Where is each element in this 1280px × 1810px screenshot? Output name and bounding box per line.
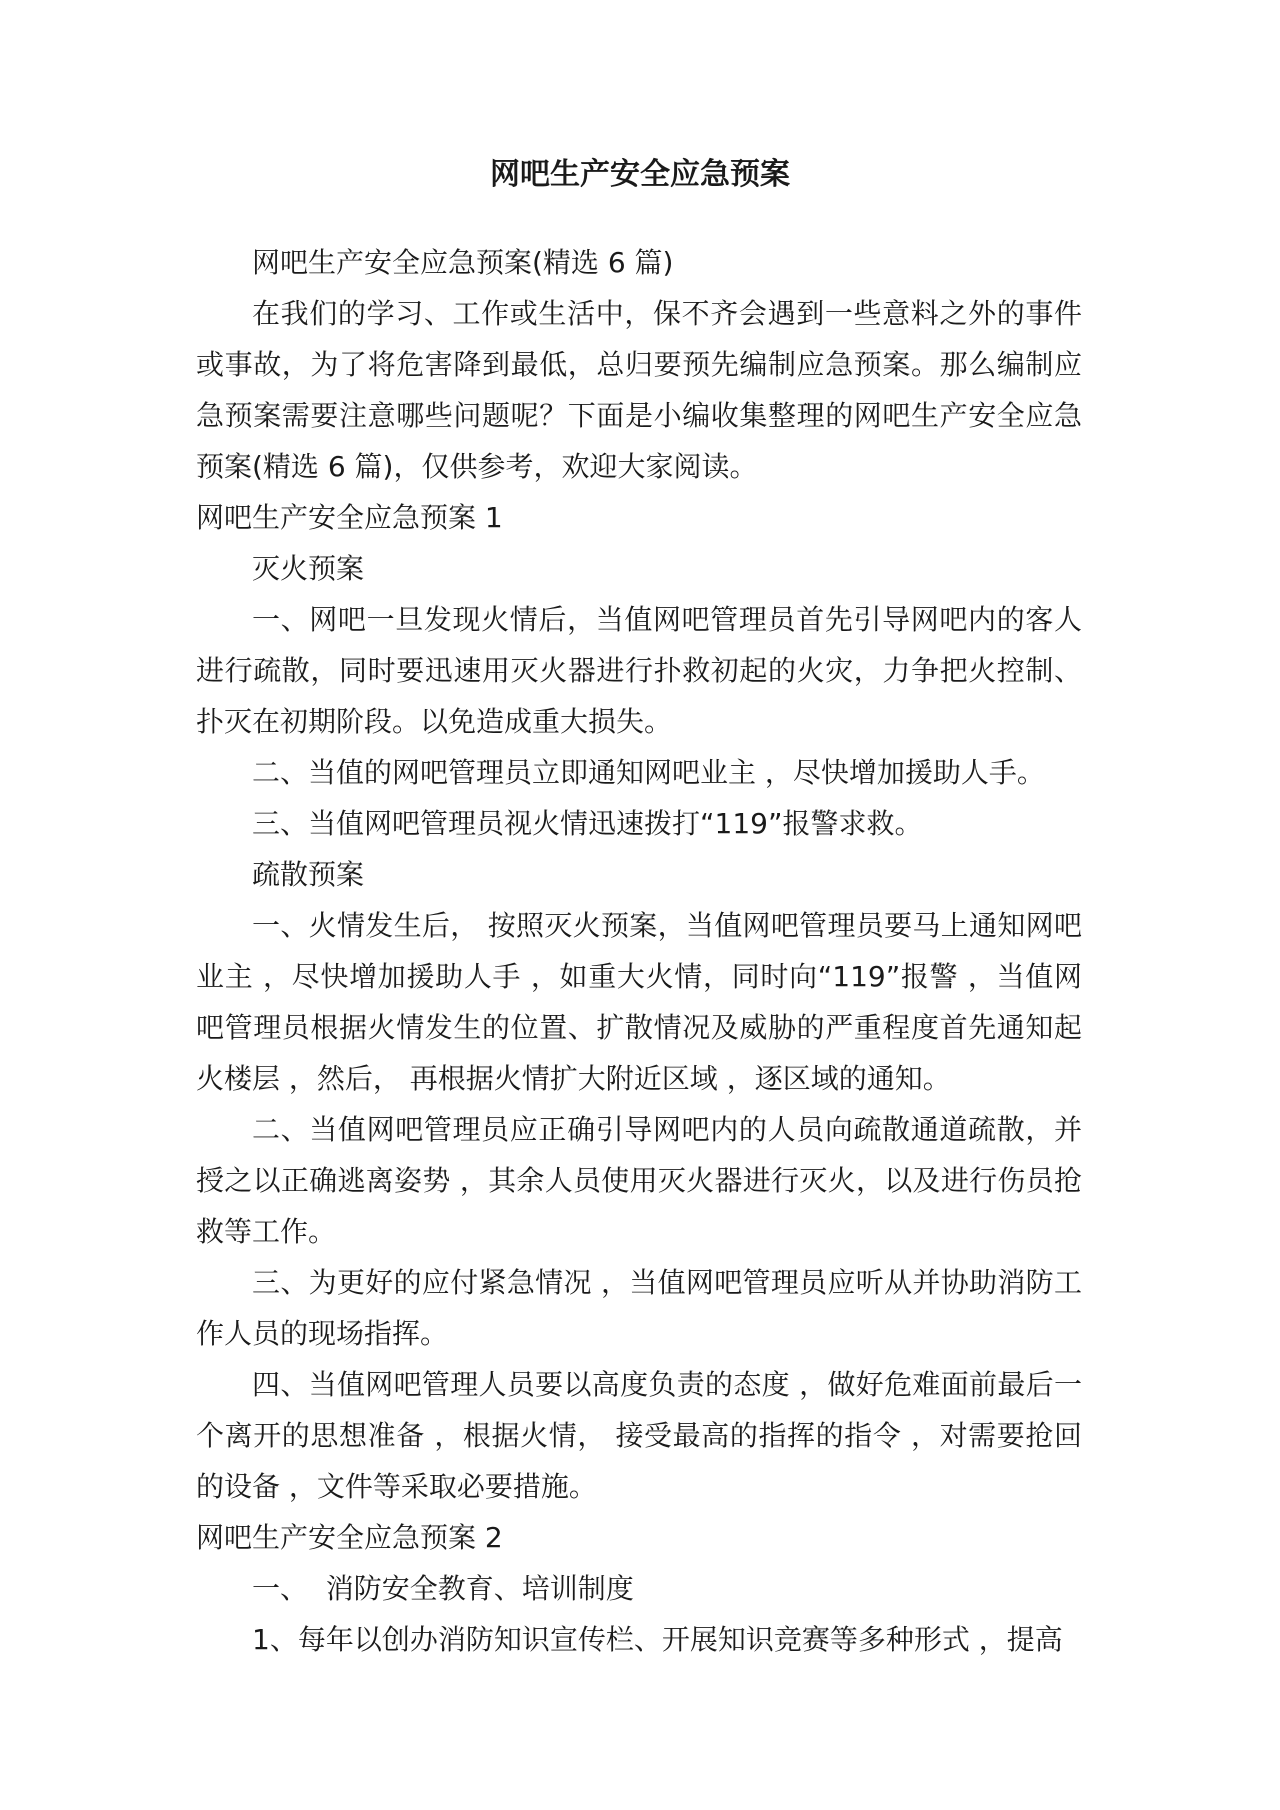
document-title: 网吧生产安全应急预案 <box>490 157 790 192</box>
evac-plan-heading: 疏散预案 <box>252 858 365 891</box>
fire-plan-item-2: 二、当值的网吧管理员立即通知网吧业主 ，尽快增加援助人手。 <box>252 756 1045 789</box>
section2-item-1: 1、每年以创办消防知识宣传栏、开展知识竞赛等多种形式 ，提高 <box>252 1623 1063 1656</box>
evac-plan-item-3: 三、为更好的应付紧急情况 ，当值网吧管理员应听从并协助消防工作人员的现场指挥。 <box>196 1266 1082 1350</box>
fire-plan-heading: 灭火预案 <box>252 552 365 585</box>
fire-plan-item-3: 三、当值网吧管理员视火情迅速拨打“119”报警求救。 <box>252 807 923 840</box>
intro-paragraph: 在我们的学习、工作或生活中，保不齐会遇到一些意料之外的事件或事故，为了将危害降到最低，总归要预先编制应急预案。那么编制应急预案需要注意哪些问题呢？下面是小编收集整理的网吧生产安全应急预案(精选 6 篇)，仅供参考，欢迎大家阅读。 <box>196 297 1082 483</box>
document-body <box>196 237 1082 1665</box>
evac-plan-item-4: 四、当值网吧管理人员要以高度负责的态度 ，做好危难面前最后一个离开的思想准备 ，根据火情， 接受最高的指挥的指令 ，对需要抢回的设备 ，文件等采取必要措施。 <box>196 1368 1082 1503</box>
document-subtitle: 网吧生产安全应急预案(精选 6 篇) <box>252 246 674 279</box>
section-heading-2: 网吧生产安全应急预案 2 <box>196 1521 503 1554</box>
fire-plan-item-1: 一、网吧一旦发现火情后，当值网吧管理员首先引导网吧内的客人进行疏散，同时要迅速用灭火器进行扑救初起的火灾，力争把火控制、扑灭在初期阶段。以免造成重大损失。 <box>196 603 1082 738</box>
evac-plan-item-2: 二、当值网吧管理员应正确引导网吧内的人员向疏散通道疏散，并授之以正确逃离姿势 ，其余人员使用灭火器进行灭火，以及进行伤员抢救等工作。 <box>196 1113 1082 1248</box>
section2-sub-heading: 一、 消防安全教育、培训制度 <box>252 1572 634 1605</box>
evac-plan-item-1: 一、火情发生后， 按照灭火预案，当值网吧管理员要马上通知网吧业主 ，尽快增加援助人手 ，如重大火情，同时向“119”报警 ，当值网吧管理员根据火情发生的位置、扩散情况及威胁的严重程度首先通知起火楼层 ，然后， 再根据火情扩大附近区域 ，逐区域的通知。 <box>196 909 1082 1095</box>
section-heading-1: 网吧生产安全应急预案 1 <box>196 501 503 534</box>
